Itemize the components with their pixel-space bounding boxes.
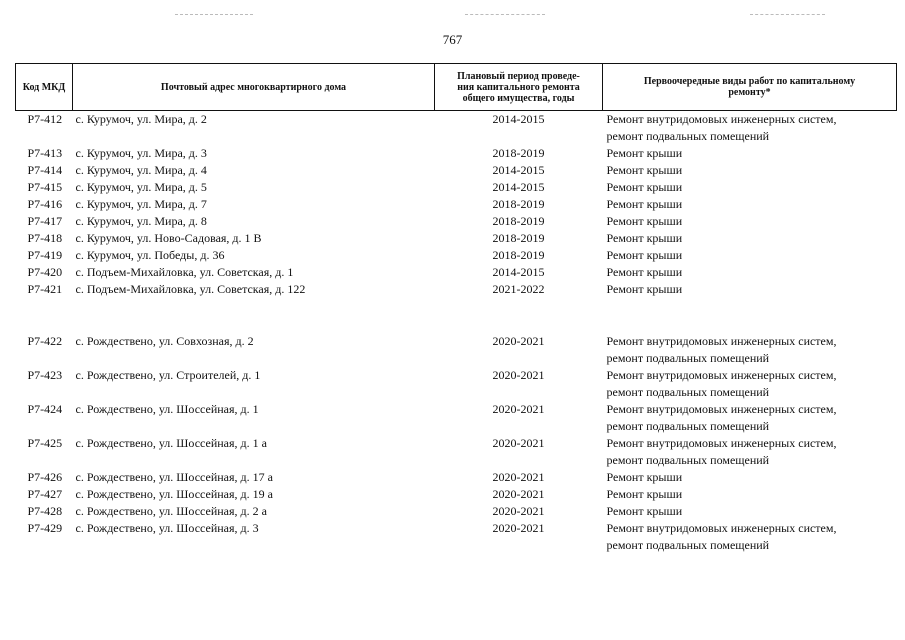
header-period-line3: общего имущества, годы [462,92,575,104]
row-period: 2018-2019 [492,146,545,160]
table-row [16,281,897,298]
row-period: 2014-2015 [492,112,545,126]
row-period: 2020-2021 [492,470,545,484]
work-line: ремонт подвальных помещений [606,351,770,365]
work-line: Ремонт внутридомовых инженерных систем, [606,402,837,416]
row-code: Р7-417 [27,214,63,228]
row-code: Р7-427 [27,487,63,501]
scan-artifact-right [750,14,825,15]
table-row [16,247,897,264]
work-line: ремонт подвальных помещений [606,419,770,433]
work-line: Ремонт внутридомовых инженерных систем, [606,368,837,382]
header-works-line1: Первоочередные виды работ по капитальному [643,76,856,87]
row-address: с. Рождествено, ул. Шоссейная, д. 1 [75,402,259,416]
work-line: ремонт подвальных помещений [606,453,770,467]
row-period: 2018-2019 [492,231,545,245]
row-address: с. Подъем-Михайловка, ул. Советская, д. 122 [75,282,306,296]
row-period: 2014-2015 [492,163,545,177]
header-period-line1: Плановый период проведе- [457,70,580,82]
table-row [16,179,897,196]
row-works: Ремонт крыши [606,248,683,262]
table-row [16,520,897,554]
row-code: Р7-420 [27,265,63,279]
row-address: с. Курумоч, ул. Победы, д. 36 [75,248,225,262]
header-address: Почтовый адрес многоквартирного дома [73,64,435,111]
row-address: с. Рождествено, ул. Строителей, д. 1 [75,368,261,382]
row-works: Ремонт крыши [606,163,683,177]
work-line: Ремонт внутридомовых инженерных систем, [606,521,837,535]
header-works-line2: ремонту* [728,87,771,98]
row-address: с. Подъем-Михайловка, ул. Советская, д. 1 [75,265,294,279]
row-works [603,435,897,469]
work-line: Ремонт внутридомовых инженерных систем, [606,334,837,348]
table-row [16,503,897,520]
row-works: Ремонт крыши [606,265,683,279]
row-period: 2020-2021 [492,436,545,450]
row-code: Р7-423 [27,368,63,382]
table-row [16,469,897,486]
row-works: Ремонт крыши [606,180,683,194]
row-works: Ремонт крыши [606,214,683,228]
row-code: Р7-419 [27,248,63,262]
row-address: с. Курумоч, ул. Мира, д. 7 [75,197,207,211]
row-period: 2020-2021 [492,504,545,518]
work-line: ремонт подвальных помещений [606,129,770,143]
work-line: ремонт подвальных помещений [606,385,770,399]
row-period: 2014-2015 [492,180,545,194]
table-row [16,435,897,469]
header-code: Код МКД [16,64,73,111]
row-period: 2021-2022 [492,282,545,296]
row-address: с. Курумоч, ул. Мира, д. 3 [75,146,207,160]
table-row [16,401,897,435]
table-row [16,264,897,281]
row-code: Р7-421 [27,282,63,296]
row-code: Р7-428 [27,504,63,518]
row-address: с. Рождествено, ул. Шоссейная, д. 19 а [75,487,273,501]
header-period-line2: ния капитального ремонта [457,81,580,93]
row-works: Ремонт крыши [606,197,683,211]
work-line: Ремонт внутридомовых инженерных систем, [606,112,837,126]
header-period [435,64,603,111]
work-line: Ремонт внутридомовых инженерных систем, [606,436,837,450]
row-works: Ремонт крыши [606,282,683,296]
row-address: с. Курумоч, ул. Мира, д. 4 [75,163,207,177]
row-works: Ремонт крыши [606,470,683,484]
row-address: с. Рождествено, ул. Шоссейная, д. 3 [75,521,259,535]
row-works: Ремонт крыши [606,231,683,245]
table-row [16,196,897,213]
row-period: 2020-2021 [492,521,545,535]
row-period: 2018-2019 [492,248,545,262]
row-works: Ремонт крыши [606,504,683,518]
row-code: Р7-424 [27,402,63,416]
row-code: Р7-422 [27,334,63,348]
row-address: с. Курумоч, ул. Ново-Садовая, д. 1 В [75,231,262,245]
row-code: Р7-414 [27,163,63,177]
work-line: ремонт подвальных помещений [606,538,770,552]
row-address: с. Курумоч, ул. Мира, д. 8 [75,214,207,228]
row-code: Р7-418 [27,231,63,245]
row-works: Ремонт крыши [606,146,683,160]
scan-artifact-center [465,14,545,15]
row-period: 2014-2015 [492,265,545,279]
row-works [603,520,897,554]
row-code: Р7-415 [27,180,63,194]
table-row [16,111,897,146]
table-row [16,230,897,247]
row-code: Р7-429 [27,521,63,535]
row-period: 2020-2021 [492,334,545,348]
row-address: с. Рождествено, ул. Шоссейная, д. 17 а [75,470,273,484]
row-code: Р7-426 [27,470,63,484]
row-address: с. Рождествено, ул. Шоссейная, д. 2 а [75,504,267,518]
row-address: с. Рождествено, ул. Совхозная, д. 2 [75,334,254,348]
row-code: Р7-425 [27,436,63,450]
row-period: 2020-2021 [492,487,545,501]
header-works [603,64,897,111]
row-works [603,111,897,146]
row-works [603,401,897,435]
row-works [603,328,897,367]
row-code: Р7-412 [27,112,63,126]
row-address: с. Рождествено, ул. Шоссейная, д. 1 а [75,436,267,450]
table-gap-row [16,298,897,328]
table-row [16,213,897,230]
row-works: Ремонт крыши [606,487,683,501]
row-period: 2018-2019 [492,214,545,228]
row-works [603,367,897,401]
page-number: 767 [442,32,463,47]
table-header-row [16,64,897,111]
table-row [16,486,897,503]
row-code: Р7-413 [27,146,63,160]
scan-artifact-left [175,14,253,15]
row-address: с. Курумоч, ул. Мира, д. 5 [75,180,207,194]
row-period: 2020-2021 [492,368,545,382]
row-period: 2020-2021 [492,402,545,416]
table-row [16,328,897,367]
repair-registry-table [15,63,897,554]
row-code: Р7-416 [27,197,63,211]
row-address: с. Курумоч, ул. Мира, д. 2 [75,112,207,126]
table-row [16,367,897,401]
table-row [16,145,897,162]
row-period: 2018-2019 [492,197,545,211]
table-row [16,162,897,179]
